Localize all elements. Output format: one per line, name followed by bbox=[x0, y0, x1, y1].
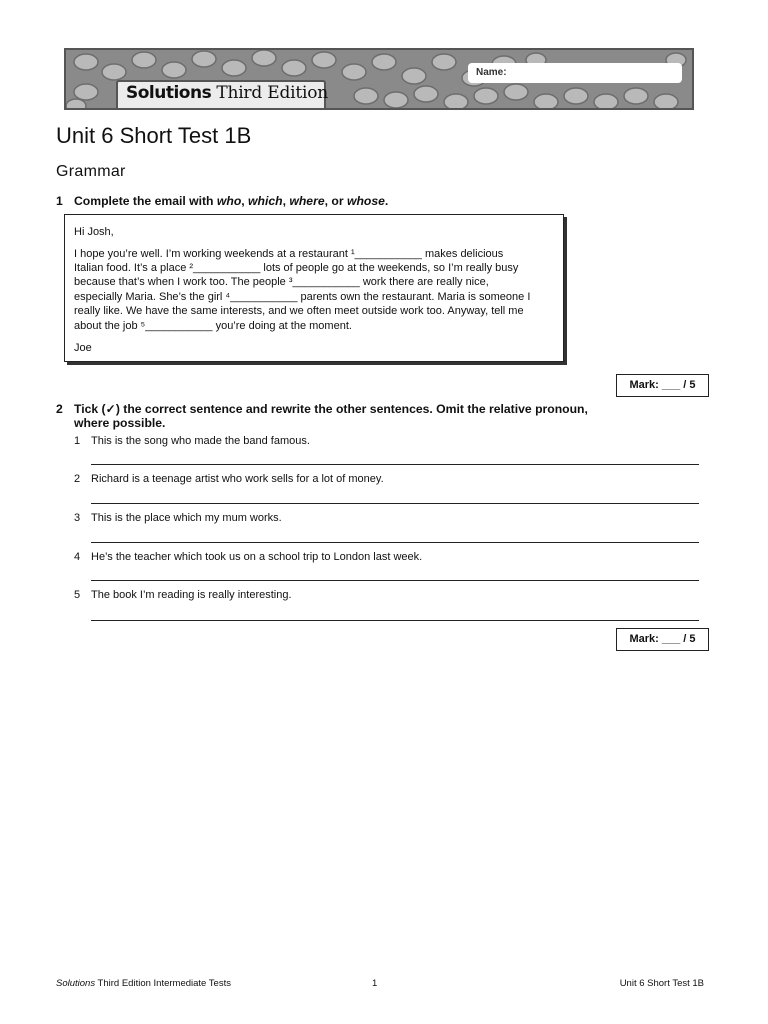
email-signature: Joe bbox=[74, 342, 92, 354]
header-banner bbox=[64, 48, 694, 110]
question-number: 1 bbox=[56, 194, 63, 208]
brand-bold: Solutions bbox=[126, 83, 212, 103]
footer-right: Unit 6 Short Test 1B bbox=[619, 978, 704, 989]
q1-word-whose: whose bbox=[346, 194, 385, 208]
email-line: really like. We have the same interests, and we often meet outside work too. Anyway, tell me bbox=[74, 305, 524, 317]
email-box bbox=[64, 214, 564, 362]
brand-edition: Third Edition bbox=[216, 83, 329, 103]
q1-end: . bbox=[384, 194, 389, 208]
item-text: The book I’m reading is really interesting. bbox=[91, 589, 292, 601]
item-text: Richard is a teenage artist who work sells for a lot of money. bbox=[91, 473, 384, 485]
answer-line[interactable] bbox=[91, 464, 699, 465]
q1-word-where: where bbox=[289, 194, 325, 208]
list-item bbox=[74, 551, 422, 563]
q1-sep: , or bbox=[324, 194, 347, 208]
list-item bbox=[74, 589, 292, 601]
answer-line[interactable] bbox=[91, 580, 699, 581]
email-line: Italian food. It’s a place ²___________ lots of people go at the weekends, so I’m really busy bbox=[74, 262, 519, 274]
q2-line-2: where possible. bbox=[74, 416, 166, 430]
item-text: He’s the teacher which took us on a school trip to London last week. bbox=[91, 551, 423, 563]
mark-box-q1: Mark: ___ / 5 bbox=[616, 374, 709, 397]
q1-word-who: who bbox=[216, 194, 242, 208]
mark-box-q2: Mark: ___ / 5 bbox=[616, 628, 709, 651]
question-2-instruction bbox=[56, 402, 588, 416]
brand-logo bbox=[126, 82, 328, 104]
item-number: 2 bbox=[74, 473, 81, 485]
item-text: This is the song who made the band famous. bbox=[91, 435, 310, 447]
email-line: I hope you’re well. I’m working weekends at a restaurant ¹___________ makes delicious bbox=[74, 248, 504, 260]
item-number: 5 bbox=[74, 589, 81, 601]
footer-left-text: Third Edition Intermediate Tests bbox=[95, 978, 231, 989]
answer-line[interactable] bbox=[91, 503, 699, 504]
question-1-instruction bbox=[56, 194, 388, 208]
question-number: 2 bbox=[56, 402, 63, 416]
answer-line[interactable] bbox=[91, 620, 699, 621]
item-number: 4 bbox=[74, 551, 81, 563]
list-item bbox=[74, 473, 384, 485]
footer-left bbox=[56, 978, 231, 989]
q1-word-which: which bbox=[248, 194, 283, 208]
list-item bbox=[74, 512, 282, 524]
footer-italic: Solutions bbox=[56, 978, 96, 989]
item-number: 1 bbox=[74, 435, 81, 447]
q1-sep: , bbox=[241, 194, 249, 208]
answer-line[interactable] bbox=[91, 542, 699, 543]
email-greeting: Hi Josh, bbox=[74, 226, 114, 238]
q1-sep: , bbox=[282, 194, 290, 208]
email-line: because that’s when I work too. The people ³___________ work there are really nice, bbox=[74, 276, 489, 288]
page-title: Unit 6 Short Test 1B bbox=[56, 123, 252, 148]
name-field[interactable] bbox=[468, 63, 682, 83]
name-label: Name: bbox=[476, 67, 507, 78]
page-number: 1 bbox=[372, 978, 378, 989]
q1-text: Complete the email with bbox=[74, 194, 217, 208]
email-line: about the job ⁵___________ you’re doing at the moment. bbox=[74, 320, 352, 332]
item-text: This is the place which my mum works. bbox=[91, 512, 282, 524]
list-item bbox=[74, 435, 310, 447]
email-line: especially Maria. She’s the girl ⁴___________ parents own the restaurant. Maria is someone I bbox=[74, 291, 531, 303]
item-number: 3 bbox=[74, 512, 81, 524]
q2-line-1: Tick (✓) the correct sentence and rewrite the other sentences. Omit the relative pronoun, bbox=[74, 402, 588, 416]
section-heading: Grammar bbox=[56, 163, 126, 180]
